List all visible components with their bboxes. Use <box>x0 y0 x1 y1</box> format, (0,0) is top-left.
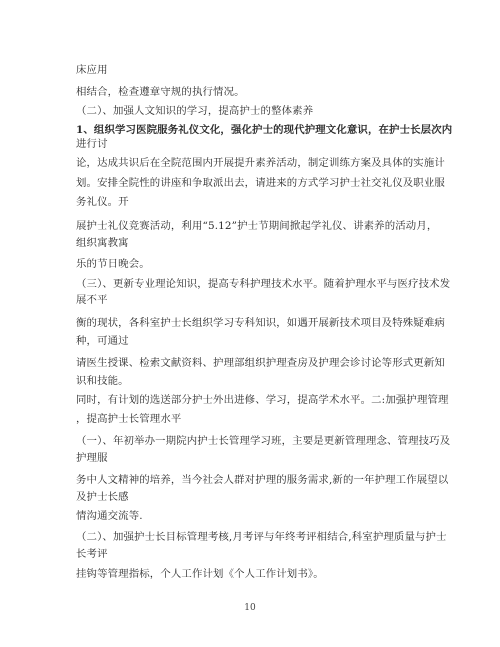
text-line: 务礼仪。开 <box>76 196 129 208</box>
text-line: （二）、加强护士长目标管理考核,月考评与年终考评相结合,科室护理质量与护士 <box>76 531 447 543</box>
text-line: 组织寓教寓 <box>76 237 129 249</box>
text-line: 展护士礼仪竞赛活动，利用“5.12”护士节期间掀起学礼仪、讲素养的活动月， <box>76 220 438 232</box>
text-line: 乐的节日晚会。 <box>76 258 150 270</box>
text-line: 划。安排全院性的讲座和争取派出去，请进来的方式学习护士社交礼仪及职业服 <box>76 177 445 189</box>
page-number: 10 <box>244 603 256 613</box>
text-line: 护理服 <box>76 452 108 464</box>
text-line: 请医生授课、检索文献资料、护理部组织护理查房及护理会诊讨论等形式更新知 <box>76 357 445 369</box>
text-line: 及护士长感 <box>76 491 129 503</box>
text-line: 挂钩等管理指标，个人工作计划《个人工作计划书》。 <box>76 568 324 580</box>
text-line: （二）、加强人文知识的学习，提高护士的整体素养 <box>76 105 314 117</box>
text-line: 论，达成共识后在全院范围内开展提升素养活动，制定训练方案及具体的实施计 <box>76 157 445 169</box>
text-line: 进行讨 <box>76 138 108 150</box>
text-line: 情沟通交流等. <box>76 510 143 522</box>
text-line: （三）、更新专业理论知识，提高专科护理技术水平。随着护理水平与医疗技术发 <box>76 278 451 290</box>
text-line: 展不平 <box>76 294 108 306</box>
text-line: （一）、年初举办一期院内护士长管理学习班，主要是更新管理理念、管理技巧及 <box>76 435 451 447</box>
text-line: 种，可通过 <box>76 335 129 347</box>
text-line: 务中人文精神的培养，当今社会人群对护理的服务需求,新的一年护理工作展望以 <box>76 474 449 486</box>
text-line: 衡的现状，各科室护士长组织学习专科知识，如遇开展新技术项目及特殊疑难病 <box>76 317 445 329</box>
text-line: 相结合，检查遵章守规的执行情况。 <box>76 86 245 98</box>
text-line: 床应用 <box>76 64 108 76</box>
text-line: ，提高护士长管理水平 <box>76 413 182 425</box>
text-line: 识和技能。 <box>76 375 129 387</box>
text-line: 同时，有计划的选送部分护士外出进修、学习，提高学术水平。二:加强护理管理 <box>76 394 449 406</box>
text-line: 长考评 <box>76 548 108 560</box>
text-line: 1、组织学习医院服务礼仪文化，强化护士的现代护理文化意识，在护士长层次内 <box>76 124 453 136</box>
